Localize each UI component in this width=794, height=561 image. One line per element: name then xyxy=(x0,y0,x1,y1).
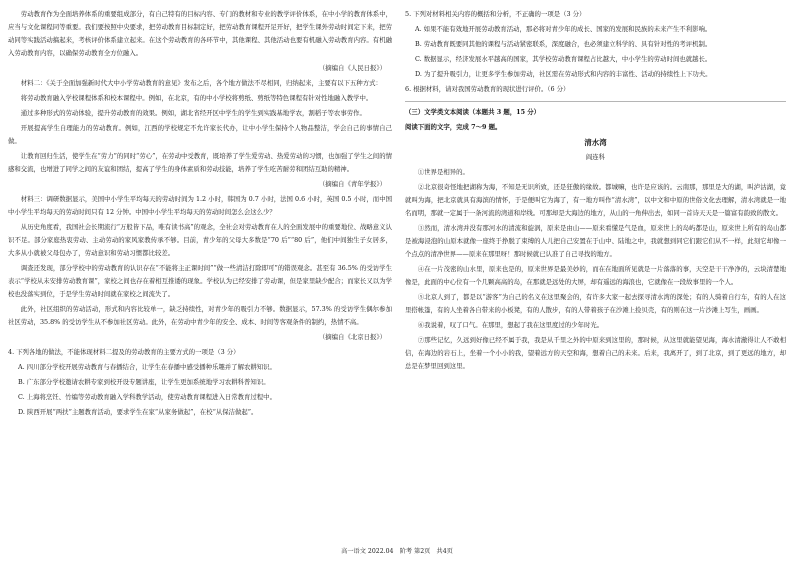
story-paragraph: ②北京很奇怪地把湖称为海，不知是无识所致，还是狂傲的缘故。都城嘛，也许是应该的。云南那，那里是大的湖，叫泸沽湖，竟就叫为海，把北京就具有海滨的情怀，于是便叫它为海了，有一地方叫作“清水湾”，以中文和中原的世俗文化去理解，清水湾就是一地名而明，那就一定属于一条河流的湾道和岸线。可那却是大海边的地方，从山的一角伸出去，如同一首诗天天是一篇富有韵致的散文。 xyxy=(405,183,786,217)
section-divider xyxy=(405,101,786,102)
section-title: （三）文学类文本阅读（本题共 3 题，15 分） xyxy=(405,108,541,116)
material-three-paragraph: 此外，社区组织的劳动活动，形式和内容比较单一，缺乏持续性，对青少年的吸引力不够。数据显示，57.3% 的受访学生偶尔参加社区劳动，35.8% 的受访学生从不参加社区劳动。此外，在劳动中青少年的安全、成本、时间等客观条件的制约，热情不高。 xyxy=(8,305,392,326)
source-citation: （摘编自《人民日报》） xyxy=(318,64,386,72)
question-5-stem: 5. 下列对材料相关内容的概括和分析，不正确的一项是（3 分） xyxy=(405,10,586,18)
right-column xyxy=(405,8,786,375)
material-two-paragraph: 将劳动教育融入学校课程体系和校本课程中。例如，在北京，有的中小学校将剪纸、剪纸等特色课程有针对性地融入教学中。 xyxy=(20,94,373,102)
question-4-stem: 4. 下列各地的做法，不能体现材料二提及的劳动教育的主要方式的一项是（3 分） xyxy=(8,348,240,356)
material-three-paragraph: 调查还发现，部分学校中的劳动教育的认识存在“不能将主正课时间”“做一些清洁打除即可”的错误观念。甚至有 36.5% 的受访学生表示“学校从未安排劳动教育课”，家校之间也存在着相互推诿的现象。学校认为已经安排了劳动课，但是家里缺少配合；而家长又以为学校也没落实到位，于是学生劳动时间就在家校之间流失了。 xyxy=(8,264,392,298)
question-6-stem: 6. 根据材料，请对我国劳动教育的现状进行评价。（6 分） xyxy=(405,85,570,93)
story-title: 清水湾 xyxy=(584,138,607,147)
material-two-paragraph: 开展提高学生自理能力的劳动教育。例如，江西的学校规定不允许家长代办，让中小学生保持个人物品整洁，学会自己的事情自己做。 xyxy=(8,124,392,145)
story-author: 阎连科 xyxy=(585,153,606,161)
section-instruction: 阅读下面的文字，完成 7～9 题。 xyxy=(405,123,502,131)
material-one-paragraph: 劳动教育作为全面培养体系的重要组成部分，有自己特有的目标内容、专门的教材和专业的教学评价体系，在中小学的教育体系中，应当与文化课程同等重要。我们要按照中央要求，把劳动教育目标制定好，把劳动教育课程开足开好，把学生课外劳动时间定下来，把劳动同等实践活动搞起来，考核评价体系建立起来。在这个劳动教育的各环节中，其他课程、其他活动也要有机融入劳动教育内容。有机融入劳动教育内容，以确保劳动教育全方位融入。 xyxy=(8,10,392,57)
story-paragraph: ④在一片茂密的山水里，原来也是的，原来世界是最美妙的，而在在地面所见就是一片落落的事，天空是干干净净的，云块清楚地像是，此面的中心位有一个几颗高高的岛，在那就是远处的大屏，却有遥远的海浪也，它就像在一段故事里的一个人。 xyxy=(405,265,786,286)
left-column xyxy=(8,8,392,421)
story-paragraph: ⑤北京人到了，都是以“游客”为自己的名义在这里聚会的，有许多大家一起去探寻清水湾的深处；有的人骑着自行车，有的人在这里搭帐篷，有的人坐着各自带来的小板凳，有的人散步，有的人带着孩子在沙滩上捡贝壳，有的则在这一片沙滩上写生，画画。 xyxy=(405,293,786,314)
story-paragraph: ⑦那些记忆，久远到好像已经不属于我，我是从千里之外的中原来到这里的，那时候，从这里就能望见海，海水清澈得让人不敢相信，在海边的岩石上，坐着一个小小的我，望着远方的天空和海，想着自己的未来。后来，我离开了，到了北京，到了更远的地方，却总是在梦里回到这里。 xyxy=(405,336,786,370)
story-paragraph: ③然而，清水湾并没有那河水的清流和旋涡，原来是由山——原来看懂是气是血，原来世上的岛屿都是山，原来世上所有的岛山都是被海浸泡的山原本就像一座终于挣脱了束缚的人儿把自己安置在于山中、陆地之中，我就想到同它们跟它们从不一样，此刻它却像一个点点的清净世界——原来在那里呀！那时候就已认准了自己寻找的地方。 xyxy=(405,224,786,258)
question-4-option-a: A. 四川部分学校开展劳动教育与春播结合，让学生在春播中感受播种乐趣并了解农耕知识。 xyxy=(18,363,276,371)
story-paragraph: ⑥我说着，叹了口气。在那里，想起了我在这里度过的少年时光。 xyxy=(417,321,604,329)
question-4-option-c: C. 上海将烹饪、竹编等劳动教育融入学科教学活动，使劳动教育课程进入日常教育过程中。 xyxy=(18,393,276,401)
source-citation: （摘编自《北京日报》） xyxy=(318,333,386,341)
material-two-paragraph: 让教育回归生活，使学生在“劳力”的同时“劳心”，在劳动中受教育，既培养了学生爱劳动、热爱劳动的习惯，也加强了学生之间的情感和交流，也增进了同学之间的友谊和团结，提高了学生的身体素质和劳动技能，培养了学生吃苦耐劳和团结互助的精神。 xyxy=(8,152,392,173)
question-5-option-c: C. 数据显示，经济发展水平越高的国家，其学校劳动教育课程占比越大，中小学生的劳动时间也就越长。 xyxy=(415,55,712,63)
question-5-option-a: A. 如果不能有效地开展劳动教育活动，那必将对青少年的成长、国家的发展和民族的未来产生不利影响。 xyxy=(415,25,712,33)
source-citation: （摘编自《青年学报》） xyxy=(318,180,386,188)
material-three-paragraph: 从历史角度看，我国社会长期流行“万般皆下品，唯有读书高”的观念，全社会对劳动教育在人的全面发展中的重要地位、战略意义认识不足。部分家庭热衷劳动、主动劳动的家风家教传承不够。目前，青少年的父母大多数是“70 后”“80 后”，他们中间独生子女居多，大多从小就被父母包办了，劳动意识和劳动习惯都比较差。 xyxy=(8,223,392,257)
story-paragraph: ①世界是相异的。 xyxy=(417,168,469,176)
question-5-option-b: B. 劳动教育既要同其他的课程与活动紧密联系，深度融合，也必须建立科学的、具有针对性的考评机制。 xyxy=(415,40,712,48)
page-footer: 高一语文 2022.04 阶考 第2页 共4页 xyxy=(341,548,453,555)
question-5-option-d: D. 为了提升吸引力，让更多学生参加劳动，社区需在劳动形式和内容的丰富性、活动的持续性上下功夫。 xyxy=(415,70,712,78)
material-two-paragraph: 通过多种形式的劳动体验，提升劳动教育的效果。例如，湖北省经开区中学生的学生到实践基地学农，割稻子等农事劳作。 xyxy=(20,109,366,117)
material-three-paragraph: 材料三：调研数据显示，美国中小学生平均每天的劳动时间为 1.2 小时，韩国为 0.7 小时，法国 0.6 小时，英国 0.5 小时，而中国中小学生平均每天的劳动时间只有 12 分钟。中国中小学生平均每天的劳动时间怎么会这么少？ xyxy=(8,195,392,216)
question-4-option-b: B. 广东部分学校邀请农耕专家到校开设专题讲座，让学生更加系统地学习农耕科普知识。 xyxy=(18,378,270,386)
material-two-intro: 材料二：《关于全面加强新时代大中小学劳动教育的意见》发布之后，各个地方做法不尽相同，归纳起来，主要有以下五种方式： xyxy=(20,79,382,87)
question-4-option-d: D. 陕西开展“两扶”主题教育活动，要求学生在家“从家务做起”，在校“从保洁做起”。 xyxy=(18,408,258,416)
